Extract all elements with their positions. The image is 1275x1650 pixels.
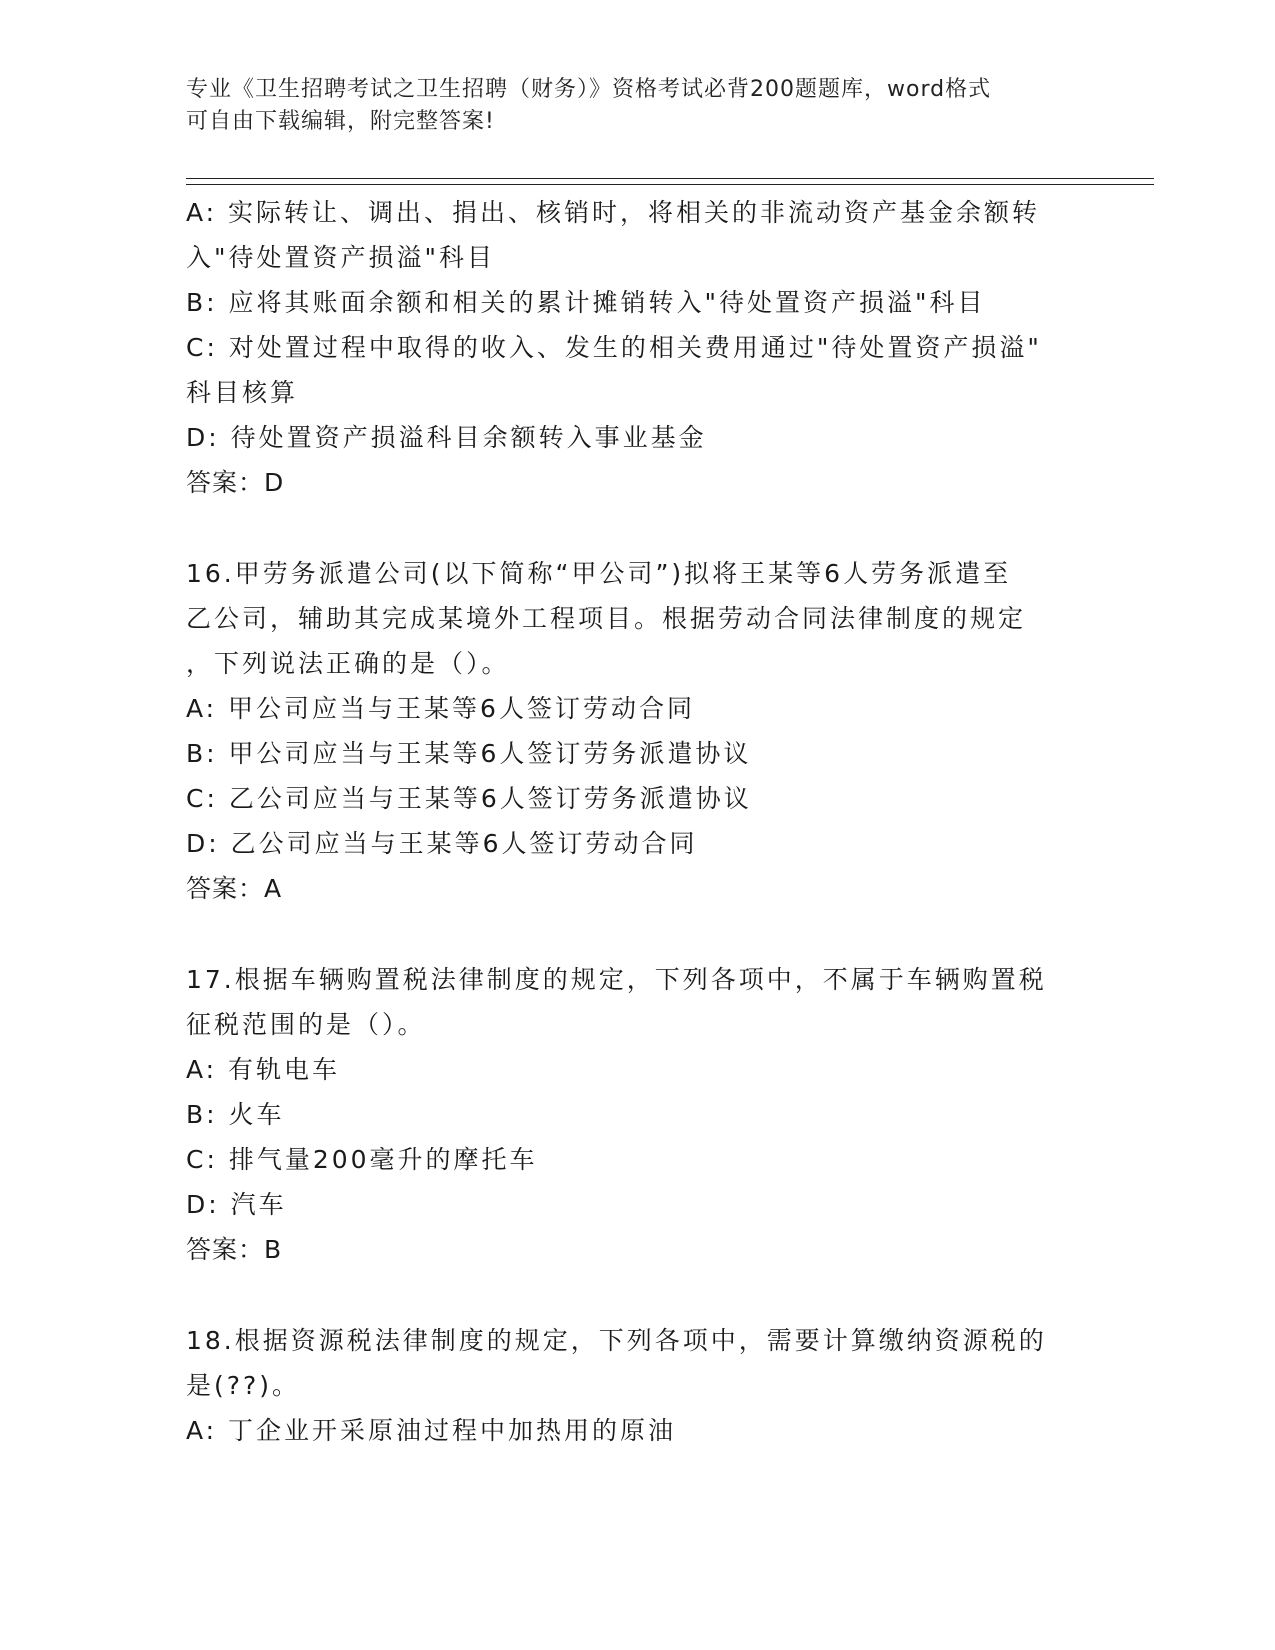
question-spacer	[186, 505, 1086, 551]
question-spacer	[186, 911, 1086, 957]
option-text-line: D: 汽车	[186, 1190, 287, 1219]
question-text-line: 16.甲劳务派遣公司(以下简称“甲公司”)拟将王某等6人劳务派遣至	[186, 559, 1012, 588]
option-text-line: B: 火车	[186, 1100, 285, 1129]
option-text-line: A: 丁企业开采原油过程中加热用的原油	[186, 1416, 677, 1445]
answer-key: 答案：A	[186, 874, 283, 903]
option-text-line: 入"待处置资产损溢"科目	[186, 243, 495, 272]
question-text-line: 乙公司，辅助其完成某境外工程项目。根据劳动合同法律制度的规定	[186, 604, 1027, 633]
header-line-2: 可自由下载编辑，附完整答案!	[186, 109, 495, 134]
answer-option	[186, 776, 1086, 821]
option-text-line: C: 乙公司应当与王某等6人签订劳务派遣协议	[186, 784, 752, 813]
answer-option	[186, 325, 1086, 415]
option-text-line: C: 排气量200毫升的摩托车	[186, 1145, 538, 1174]
question-block	[186, 1318, 1086, 1453]
option-text-line: D: 乙公司应当与王某等6人签订劳动合同	[186, 829, 698, 858]
question-text-line: 18.根据资源税法律制度的规定，下列各项中，需要计算缴纳资源税的	[186, 1326, 1047, 1355]
answer-option	[186, 1092, 1086, 1137]
option-text-line: D: 待处置资产损溢科目余额转入事业基金	[186, 423, 707, 452]
answer-option	[186, 1047, 1086, 1092]
answer-option	[186, 415, 1086, 460]
header-divider-bottom	[186, 184, 1154, 185]
answer-option	[186, 821, 1086, 866]
question-text-line: ，下列说法正确的是（）。	[186, 649, 510, 678]
option-text-line: B: 应将其账面余额和相关的累计摊销转入"待处置资产损溢"科目	[186, 288, 986, 317]
answer-option	[186, 1408, 1086, 1453]
question-block	[186, 190, 1086, 505]
option-text-line: 科目核算	[186, 378, 299, 407]
question-text-line: 17.根据车辆购置税法律制度的规定，下列各项中，不属于车辆购置税	[186, 965, 1047, 994]
question-block	[186, 551, 1086, 911]
option-text-line: B: 甲公司应当与王某等6人签订劳务派遣协议	[186, 739, 752, 768]
question-text-line: 征税范围的是（）。	[186, 1010, 426, 1039]
option-text-line: A: 有轨电车	[186, 1055, 341, 1084]
answer-option	[186, 280, 1086, 325]
document-header	[186, 74, 1066, 138]
question-text-line: 是(??)。	[186, 1371, 301, 1400]
answer-option	[186, 686, 1086, 731]
answer-option	[186, 1182, 1086, 1227]
answer-key: 答案：B	[186, 1235, 283, 1264]
question-block	[186, 957, 1086, 1272]
option-text-line: A: 甲公司应当与王某等6人签订劳动合同	[186, 694, 695, 723]
option-text-line: A: 实际转让、调出、捐出、核销时，将相关的非流动资产基金余额转	[186, 198, 1041, 227]
answer-key: 答案：D	[186, 468, 285, 497]
header-line-1: 专业《卫生招聘考试之卫生招聘（财务）》资格考试必背200题题库，word格式	[186, 77, 992, 102]
question-spacer	[186, 1272, 1086, 1318]
answer-option	[186, 1137, 1086, 1182]
question-list	[186, 190, 1086, 1453]
option-text-line: C: 对处置过程中取得的收入、发生的相关费用通过"待处置资产损溢"	[186, 333, 1042, 362]
answer-option	[186, 190, 1086, 280]
answer-option	[186, 731, 1086, 776]
header-divider-top	[186, 178, 1154, 179]
